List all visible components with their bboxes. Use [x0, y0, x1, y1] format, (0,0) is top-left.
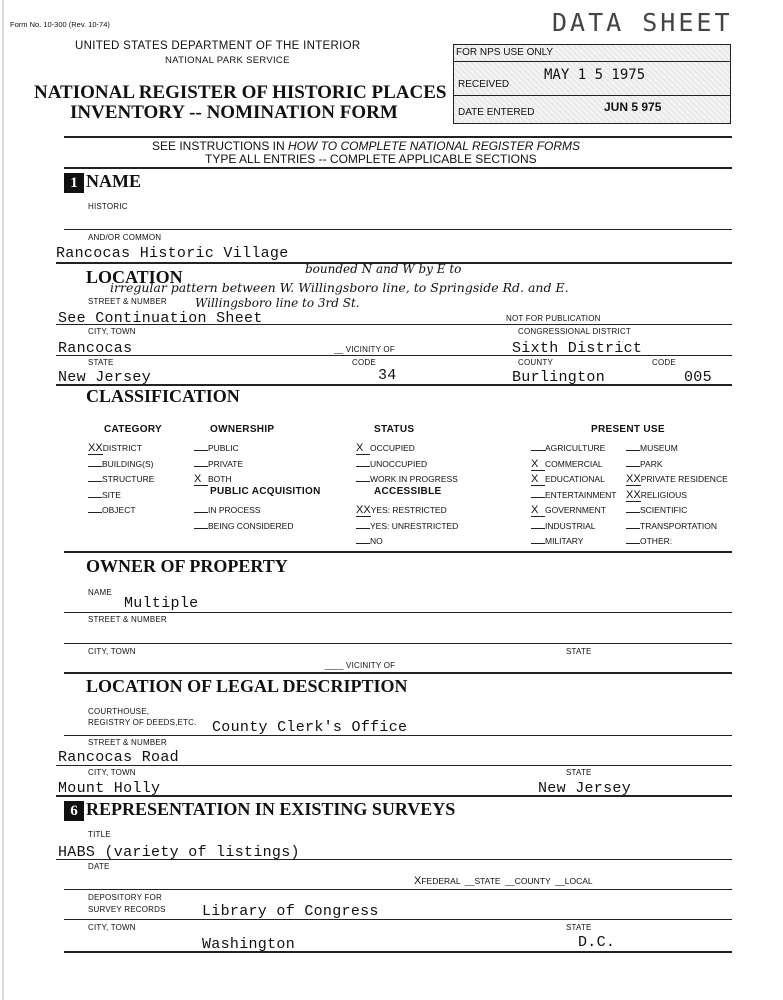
vicinity-of-label: __ VICINITY OF — [334, 345, 395, 354]
accessible-checkmark — [356, 528, 370, 529]
legal-street-value: Rancocas Road — [58, 749, 179, 766]
present-use-label: TRANSPORTATION — [640, 520, 717, 531]
public-acquisition-heading: PUBLIC ACQUISITION — [210, 486, 321, 497]
state-value: New Jersey — [58, 369, 152, 386]
registry-label: REGISTRY OF DEEDS,ETC. — [88, 718, 197, 727]
category-checkmark: XX — [88, 442, 103, 454]
section-owner-heading: OWNER OF PROPERTY — [86, 556, 288, 576]
accessible-label: YES: RESTRICTED — [370, 505, 447, 515]
accessible-label: YES: UNRESTRICTED — [370, 520, 459, 531]
category-checkmark — [88, 497, 102, 498]
survey-date-label: DATE — [88, 862, 110, 871]
accessible-option[interactable] — [356, 519, 458, 535]
present-use-checkmark: X — [531, 459, 545, 471]
category-heading: CATEGORY — [104, 424, 162, 435]
city-town-value: Rancocas — [58, 340, 133, 357]
survey-level-options — [414, 875, 593, 887]
present-use-checkmark: X — [531, 505, 545, 517]
category-option[interactable] — [88, 441, 154, 457]
accessible-list — [356, 503, 458, 550]
owner-street-label: STREET & NUMBER — [88, 615, 167, 624]
ownership-heading: OWNERSHIP — [210, 424, 275, 435]
accessible-checkmark — [356, 543, 370, 544]
status-checkmark — [356, 481, 370, 482]
present-use-label: GOVERNMENT — [545, 505, 606, 515]
category-list — [88, 441, 154, 519]
ownership-list — [194, 441, 243, 488]
owner-city-label: CITY, TOWN — [88, 647, 136, 656]
owner-vicinity-label: ____ VICINITY OF — [325, 661, 396, 670]
depository-label-line1: DEPOSITORY FOR — [88, 893, 162, 902]
depository-value: Library of Congress — [202, 903, 379, 920]
status-label: OCCUPIED — [370, 443, 415, 453]
acquisition-option[interactable] — [194, 519, 294, 535]
courthouse-value: County Clerk's Office — [212, 719, 408, 736]
category-label: BUILDING(S) — [102, 458, 154, 469]
street-number-value: See Continuation Sheet — [58, 310, 263, 327]
ownership-checkmark — [194, 466, 208, 467]
section-surveys-heading: 6 REPRESENTATION IN EXISTING SURVEYS — [64, 799, 455, 821]
survey-city-value: Washington — [202, 936, 296, 953]
present-use-option[interactable] — [626, 488, 728, 504]
congressional-district-value: Sixth District — [512, 340, 643, 357]
handwritten-boundary-line2: Willingsboro line to 3rd St. — [195, 296, 360, 310]
county-label: COUNTY — [518, 358, 553, 367]
present-use-label: PRIVATE RESIDENCE — [640, 474, 728, 484]
courthouse-label: COURTHOUSE, — [88, 707, 150, 716]
present-use-option[interactable] — [626, 503, 728, 519]
present-use-label: PARK — [640, 458, 663, 469]
common-name-value: Rancocas Historic Village — [56, 245, 289, 262]
present-use-label: EDUCATIONAL — [545, 474, 605, 484]
survey-title-value: HABS (variety of listings) — [58, 844, 300, 861]
legal-state-value: New Jersey — [538, 780, 632, 797]
date-entered-value: JUN 5 975 — [604, 100, 662, 114]
state-code-value: 34 — [378, 367, 397, 384]
category-label: SITE — [102, 489, 121, 500]
accessible-heading: ACCESSIBLE — [374, 486, 442, 497]
section-classification-heading: CLASSIFICATION — [86, 386, 240, 406]
status-checkmark: X — [356, 443, 370, 455]
form-title-line1: NATIONAL REGISTER OF HISTORIC PLACES — [34, 82, 447, 103]
present-use-option[interactable] — [626, 519, 728, 535]
owner-name-label: NAME — [88, 588, 112, 597]
category-label: OBJECT — [102, 505, 136, 515]
county-option[interactable]: __COUNTY — [505, 876, 551, 886]
acquisition-label: IN PROCESS — [208, 505, 261, 515]
ownership-label: BOTH — [208, 474, 232, 484]
acquisition-list — [194, 503, 294, 534]
survey-city-label: CITY, TOWN — [88, 923, 136, 932]
present-use-label: SCIENTIFIC — [640, 505, 688, 515]
present-use-label: ENTERTAINMENT — [545, 489, 617, 500]
received-label: RECEIVED — [458, 79, 510, 90]
category-option[interactable] — [88, 503, 154, 519]
present-use-label: RELIGIOUS — [640, 489, 687, 500]
ownership-checkmark: X — [194, 474, 208, 486]
present-use-checkmark — [626, 450, 640, 451]
present-use-label: INDUSTRIAL — [545, 520, 596, 531]
category-option[interactable] — [88, 472, 154, 488]
present-use-option[interactable] — [531, 534, 616, 550]
category-label: DISTRICT — [102, 443, 142, 453]
depository-label-line2: SURVEY RECORDS — [88, 905, 166, 914]
status-heading: STATUS — [374, 424, 415, 435]
present-use-option[interactable] — [531, 519, 616, 535]
instructions-line2: TYPE ALL ENTRIES -- COMPLETE APPLICABLE SECTIONS — [205, 152, 537, 166]
present-use-option[interactable] — [531, 472, 616, 488]
category-label: STRUCTURE — [102, 474, 155, 484]
acquisition-label: BEING CONSIDERED — [208, 520, 294, 531]
data-sheet-stamp: DATA SHEET — [552, 8, 733, 37]
ownership-label: PUBLIC — [208, 443, 239, 453]
accessible-option[interactable] — [356, 503, 458, 519]
county-code-value: 005 — [684, 369, 712, 386]
present-use-label: MILITARY — [545, 536, 584, 546]
present-use-label: AGRICULTURE — [545, 443, 606, 453]
received-date: MAY 1 5 1975 — [544, 67, 646, 83]
present-use-option[interactable] — [626, 457, 728, 473]
city-town-label: CITY, TOWN — [88, 327, 136, 336]
category-checkmark — [88, 481, 102, 482]
survey-state-label: STATE — [566, 923, 592, 932]
state-code-label: CODE — [352, 358, 376, 367]
present-use-option[interactable] — [531, 488, 616, 504]
form-number: Form No. 10-300 (Rev. 10-74) — [10, 20, 110, 29]
acquisition-checkmark — [194, 528, 208, 529]
present-use-list-right — [626, 441, 728, 550]
present-use-option[interactable] — [626, 441, 728, 457]
section-name-heading: 1 NAME — [64, 171, 141, 193]
service-name: NATIONAL PARK SERVICE — [165, 55, 290, 66]
date-entered-label: DATE ENTERED — [458, 107, 535, 118]
handwritten-boundary-line1: irregular pattern between W. Willingsboro line, to Springside Rd. and E. — [110, 280, 569, 295]
historic-label: HISTORIC — [88, 202, 128, 211]
legal-city-label: CITY, TOWN — [88, 768, 136, 777]
present-use-option[interactable] — [626, 472, 728, 488]
present-use-checkmark — [626, 528, 640, 529]
legal-street-label: STREET & NUMBER — [88, 738, 167, 747]
present-use-checkmark — [531, 450, 545, 451]
legal-city-value: Mount Holly — [58, 780, 161, 797]
nps-box-label: FOR NPS USE ONLY — [456, 47, 554, 58]
category-option[interactable] — [88, 488, 154, 504]
status-option[interactable] — [356, 472, 458, 488]
present-use-option[interactable] — [531, 457, 616, 473]
present-use-option[interactable] — [531, 441, 616, 457]
state-option[interactable]: __STATE — [464, 876, 501, 886]
common-name-label: AND/OR COMMON — [88, 233, 162, 242]
survey-title-label: TITLE — [88, 830, 111, 839]
legal-state-label: STATE — [566, 768, 592, 777]
status-option[interactable] — [356, 441, 458, 457]
scan-edge — [2, 0, 4, 1000]
present-use-checkmark: XX — [626, 473, 641, 485]
federal-option[interactable]: XFEDERAL — [414, 875, 461, 887]
present-use-checkmark — [626, 543, 640, 544]
handwritten-bounded: bounded N and W by E to — [305, 262, 462, 276]
ownership-label: PRIVATE — [208, 458, 244, 469]
accessible-label: NO — [370, 536, 383, 546]
present-use-checkmark — [531, 528, 545, 529]
state-label: STATE — [88, 358, 114, 367]
status-label: WORK IN PROGRESS — [370, 474, 458, 484]
street-number-label: STREET & NUMBER — [88, 297, 167, 306]
accessible-checkmark: XX — [356, 504, 371, 516]
owner-state-label: STATE — [566, 647, 592, 656]
present-use-checkmark: XX — [626, 488, 641, 501]
present-use-label: OTHER: — [640, 536, 673, 546]
section-location-heading: LOCATION — [86, 267, 183, 287]
form-title-line2: INVENTORY -- NOMINATION FORM — [70, 102, 398, 123]
status-list — [356, 441, 458, 488]
present-use-option[interactable] — [531, 503, 616, 519]
present-use-checkmark — [626, 512, 640, 513]
present-use-list-left — [531, 441, 616, 550]
category-checkmark — [88, 512, 102, 513]
instructions-line1: SEE INSTRUCTIONS IN HOW TO COMPLETE NATIONAL REGISTER FORMS — [152, 139, 581, 153]
owner-name-value: Multiple — [124, 595, 199, 612]
present-use-option[interactable] — [626, 534, 728, 550]
section-number-1: 1 — [64, 173, 84, 193]
ownership-option[interactable] — [194, 441, 243, 457]
section-legal-description-heading: LOCATION OF LEGAL DESCRIPTION — [86, 676, 408, 696]
present-use-checkmark — [531, 497, 545, 498]
present-use-label: MUSEUM — [640, 443, 678, 453]
section-number-6: 6 — [64, 801, 84, 821]
present-use-checkmark — [626, 466, 640, 467]
not-for-publication-label: NOT FOR PUBLICATION — [506, 314, 601, 323]
county-code-label: CODE — [652, 358, 676, 367]
status-checkmark — [356, 466, 370, 467]
present-use-checkmark — [531, 543, 545, 544]
local-option[interactable]: __LOCAL — [555, 876, 593, 886]
status-label: UNOCCUPIED — [370, 458, 428, 469]
present-use-label: COMMERCIAL — [545, 458, 603, 469]
acquisition-option[interactable] — [194, 503, 294, 519]
ownership-option[interactable] — [194, 472, 243, 488]
present-use-checkmark: X — [531, 474, 545, 486]
accessible-option[interactable] — [356, 534, 458, 550]
category-checkmark — [88, 466, 102, 467]
ownership-checkmark — [194, 450, 208, 451]
department-name: UNITED STATES DEPARTMENT OF THE INTERIOR — [75, 40, 361, 52]
category-option[interactable] — [88, 457, 154, 473]
congressional-district-label: CONGRESSIONAL DISTRICT — [518, 327, 632, 336]
acquisition-checkmark — [194, 512, 208, 513]
survey-state-value: D.C. — [578, 934, 616, 951]
ownership-option[interactable] — [194, 457, 243, 473]
status-option[interactable] — [356, 457, 458, 473]
present-use-heading: PRESENT USE — [591, 424, 665, 435]
nps-use-box — [453, 44, 731, 124]
county-value: Burlington — [512, 369, 606, 386]
